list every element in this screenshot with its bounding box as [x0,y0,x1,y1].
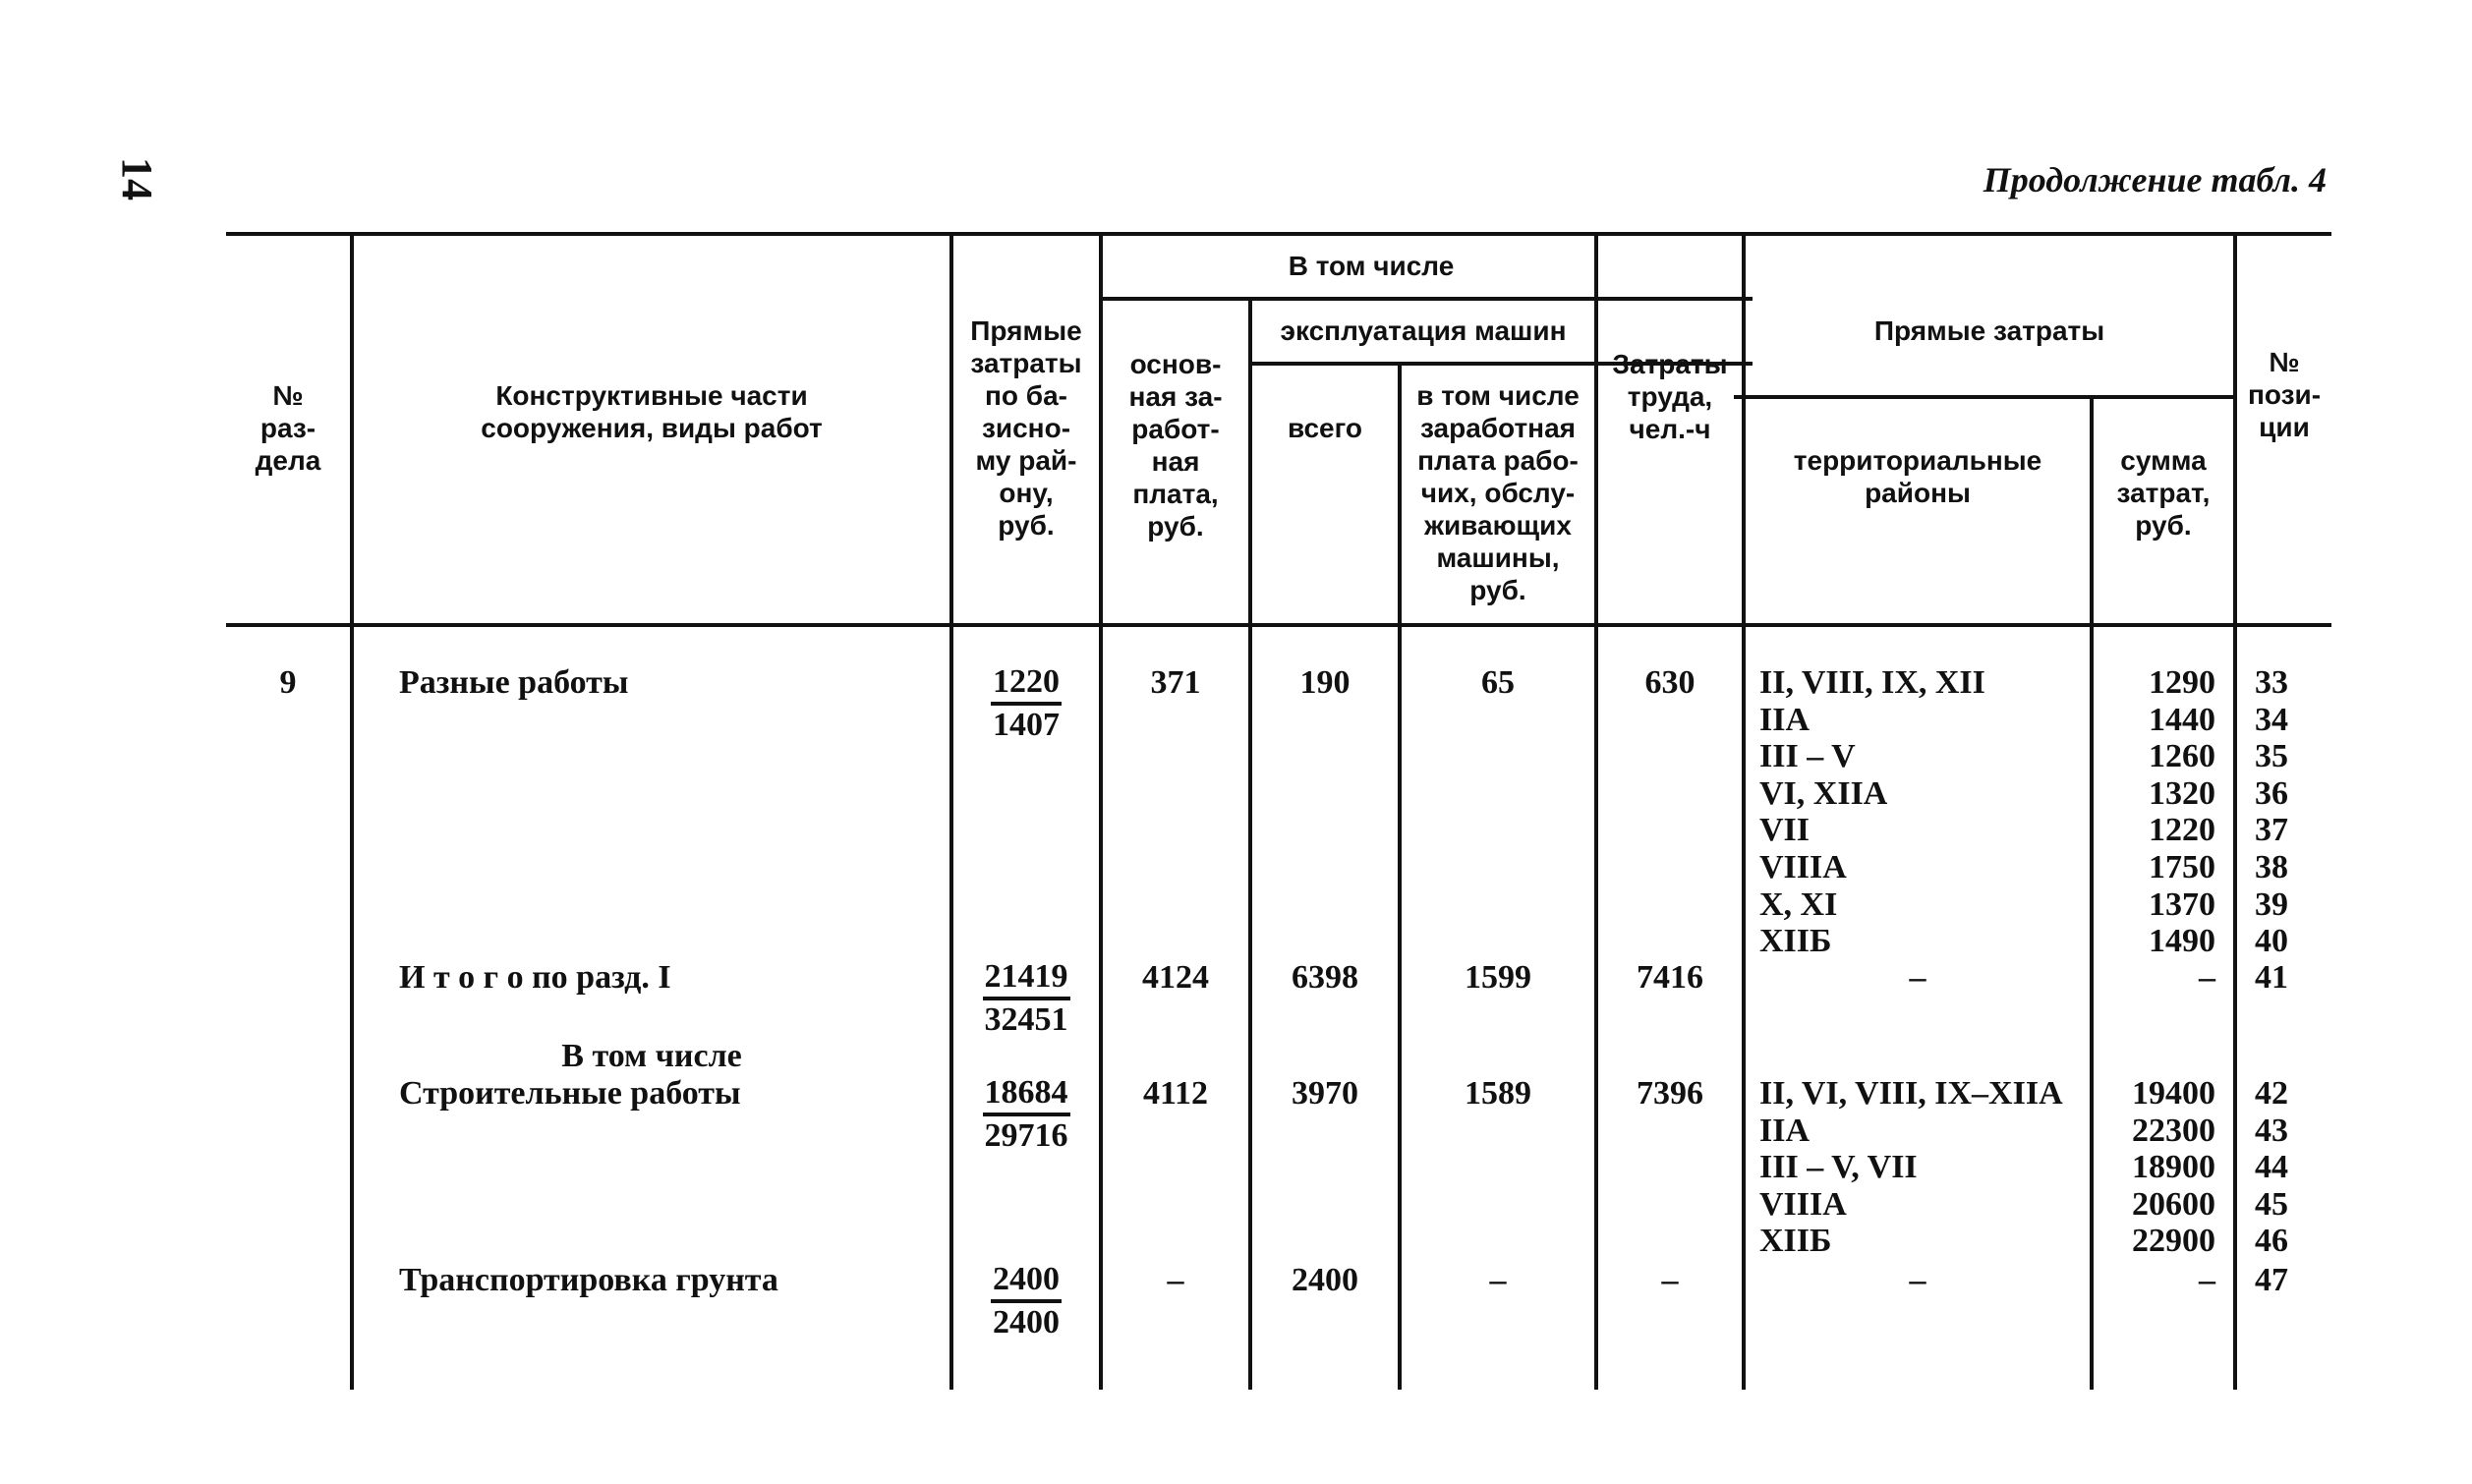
region-item: III – V [1759,738,1856,775]
sum-item: 20600 [2132,1185,2215,1223]
col-divider-4 [1248,297,1252,1390]
row4-name: Транспортировка грунта [399,1262,778,1298]
header-base-wage: основ- ная за- работ- ная плата, руб. [1128,349,1223,542]
row1-total: 190 [1299,664,1351,701]
row4-direct-numerator: 2400 [991,1260,1062,1303]
region-item: III – V, VII [1759,1149,1918,1186]
row3-direct-denominator: 29716 [984,1117,1068,1154]
row3-machine-wage: 1589 [1465,1075,1531,1112]
row3-positions [2255,1075,2288,1260]
sum-item: 22300 [2132,1112,2215,1149]
header-machine-wage: в том числе заработная плата рабо- чих, обслу- живающих машины, руб. [1416,380,1580,605]
row3-regions [1759,1075,2063,1260]
sum-item: 1220 [2149,812,2215,849]
col-divider-7 [1742,232,1746,1390]
sum-item: 1490 [2149,923,2215,960]
sum-item: 1290 [2149,664,2215,701]
row3-labor: 7396 [1637,1075,1703,1112]
including-group-rule [1099,297,1753,301]
position-item: 44 [2255,1149,2288,1186]
position-item: 40 [2255,923,2288,960]
row3-direct-numerator: 18684 [983,1073,1070,1116]
row4-labor: – [1661,1262,1679,1298]
row4-position: 47 [2255,1262,2288,1298]
direct-costs-group-rule [1734,395,2236,399]
position-item: 35 [2255,738,2288,775]
row2-machine-wage: 1599 [1465,959,1531,996]
row1-direct-denominator: 1407 [993,707,1060,743]
row3-name: Строительные работы [399,1075,741,1112]
region-item: IIA [1759,701,1811,738]
row4-regions: – [1909,1262,1926,1298]
region-item: IIA [1759,1112,1811,1149]
position-item: 39 [2255,885,2288,923]
row2-labor: 7416 [1637,959,1703,996]
row1-direct [953,662,1099,745]
region-item: X, XI [1759,885,1838,923]
position-item: 45 [2255,1185,2288,1223]
position-item: 43 [2255,1112,2288,1149]
row1-section: 9 [279,664,297,701]
header-position: № пози- ции [2247,347,2322,442]
row4-machine-wage: – [1489,1262,1507,1298]
region-item: VII [1759,812,1811,849]
header-structural-parts: Конструктивные части сооружения, виды работ [481,380,823,443]
position-item: 46 [2255,1223,2288,1260]
row1-base-wage: 371 [1150,664,1201,701]
row1-direct-numerator: 1220 [991,662,1062,706]
header-sum: сумма затрат, руб. [2116,445,2211,541]
row4-direct [953,1260,1099,1342]
row1-positions [2255,664,2288,960]
header-labor: Затраты труда, чел.-ч [1612,349,1728,444]
row1-labor: 630 [1644,664,1696,701]
row3-total: 3970 [1292,1075,1358,1112]
position-item: 36 [2255,774,2288,812]
region-item: II, VIII, IX, XII [1759,664,1985,701]
row1-machine-wage: 65 [1481,664,1515,701]
row4-sum: – [2199,1262,2215,1298]
row2-position: 41 [2255,959,2288,996]
header-regions: территориальные районы [1793,445,2042,508]
row1-name: Разные работы [399,664,629,701]
sum-item: 18900 [2132,1149,2215,1186]
row2-total: 6398 [1292,959,1358,996]
row4-base-wage: – [1167,1262,1184,1298]
row3-sums [2094,1075,2215,1260]
header-direct-costs: Прямые затраты [1873,315,2105,346]
row3-direct [953,1073,1099,1156]
sum-item: 1370 [2149,885,2215,923]
row4-direct-denominator: 2400 [993,1304,1060,1341]
row2-direct [953,957,1099,1040]
header-direct-costs-base: Прямые затраты по ба- зисно- му рай- ону, руб. [970,315,1082,541]
row3-subheading: В том числе [561,1038,742,1074]
header-total: всего [1287,413,1363,443]
row2-direct-denominator: 32451 [984,1001,1068,1038]
row1-sums [2094,664,2215,960]
sum-item: 1320 [2149,774,2215,812]
row2-direct-numerator: 21419 [983,957,1070,1000]
header-section-no: № раз- дела [255,380,321,476]
region-item: II, VI, VIII, IX–XIIA [1759,1075,2063,1112]
row3-base-wage: 4112 [1142,1075,1209,1112]
region-item: VIIIA [1759,848,1847,885]
row2-name: И т о г о по разд. I [399,959,671,996]
header-including: В том числе [1288,251,1455,281]
position-item: 38 [2255,848,2288,885]
row2-sum: – [2199,959,2215,996]
data-table [226,232,2331,1390]
region-item: XIIБ [1759,923,1832,960]
region-item: VI, XIIA [1759,774,1888,812]
sum-item: 19400 [2132,1075,2215,1112]
page-number: 14 [113,157,161,200]
row4-total: 2400 [1292,1262,1358,1298]
position-item: 33 [2255,664,2288,701]
sum-item: 1750 [2149,848,2215,885]
header-machine-operation: эксплуатация машин [1280,315,1567,346]
region-item: XIIБ [1759,1223,1832,1260]
header-bottom-rule [226,623,2331,627]
sum-item: 22900 [2132,1223,2215,1260]
sum-item: 1260 [2149,738,2215,775]
region-item: VIIIA [1759,1185,1847,1223]
sum-item: 1440 [2149,701,2215,738]
row2-base-wage: 4124 [1142,959,1209,996]
position-item: 34 [2255,701,2288,738]
table-continuation-caption: Продолжение табл. 4 [1983,160,2327,200]
table-top-rule [226,232,2331,236]
row1-regions [1759,664,1985,960]
position-item: 42 [2255,1075,2288,1112]
row2-regions: – [1909,959,1926,996]
position-item: 37 [2255,812,2288,849]
